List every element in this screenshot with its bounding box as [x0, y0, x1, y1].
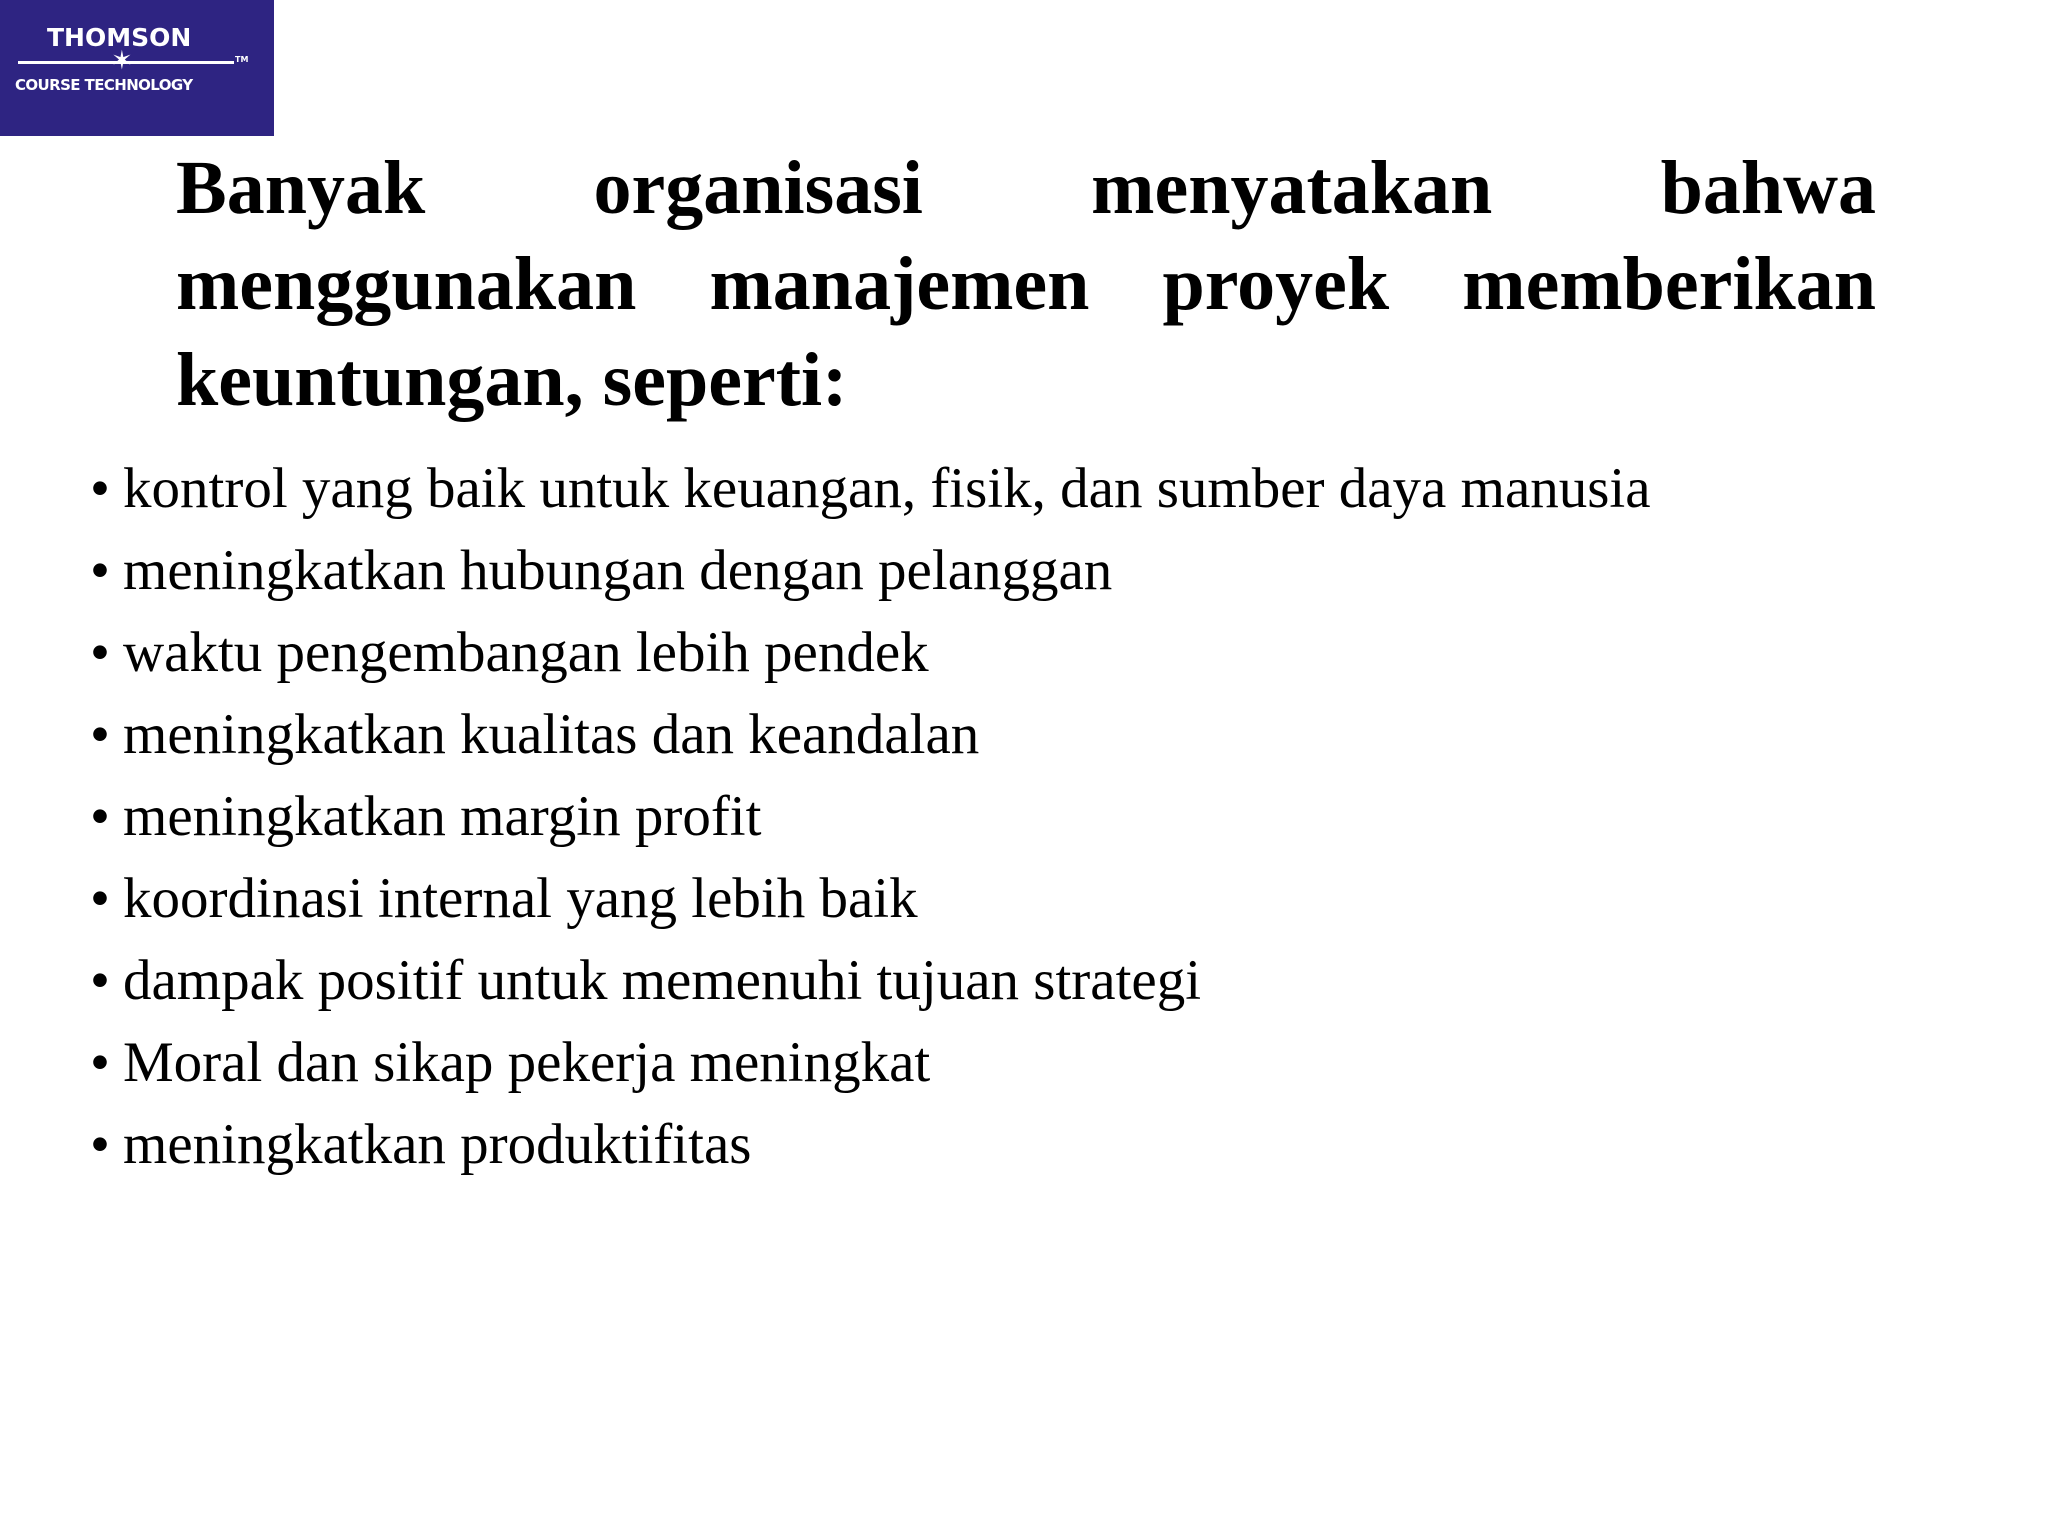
list-item-text: meningkatkan kualitas dan keandalan: [123, 703, 980, 766]
list-item: [90, 1022, 1990, 1104]
bullet-icon: •: [90, 949, 110, 1012]
list-item: [90, 530, 1990, 612]
logo-bottom-text: COURSE TECHNOLOGY: [15, 76, 193, 94]
list-item: [90, 776, 1990, 858]
list-item-text: waktu pengembangan lebih pendek: [123, 621, 929, 684]
list-item-text: dampak positif untuk memenuhi tujuan strategi: [123, 949, 1202, 1012]
list-item: [90, 694, 1990, 776]
slide-title: Banyak organisasi menyatakan bahwa menggunakan manajemen proyek memberikan keuntungan, seperti:: [176, 146, 1876, 422]
bullet-icon: •: [90, 621, 110, 684]
logo-top-text: THOMSON: [47, 23, 192, 52]
list-item: [90, 940, 1990, 1022]
thomson-logo: [0, 0, 274, 136]
list-item-text: meningkatkan margin profit: [123, 785, 762, 848]
bullet-icon: •: [90, 785, 110, 848]
bullet-icon: •: [90, 457, 110, 520]
list-item-text: Moral dan sikap pekerja meningkat: [123, 1031, 931, 1094]
list-item-text: meningkatkan hubungan dengan pelanggan: [123, 539, 1113, 602]
list-item: [90, 858, 1990, 940]
logo-trademark: TM: [235, 55, 249, 64]
list-item-text: kontrol yang baik untuk keuangan, fisik, dan sumber daya manusia: [123, 457, 1651, 520]
bullet-icon: •: [90, 539, 110, 602]
list-item: [90, 1104, 1990, 1186]
bullet-icon: •: [90, 867, 110, 930]
bullet-list: [90, 448, 1990, 1186]
bullet-icon: •: [90, 703, 110, 766]
bullet-icon: •: [90, 1031, 110, 1094]
list-item: [90, 448, 1990, 530]
bullet-icon: •: [90, 1113, 110, 1176]
list-item-text: koordinasi internal yang lebih baik: [123, 867, 918, 930]
list-item-text: meningkatkan produktifitas: [123, 1113, 752, 1176]
list-item: [90, 612, 1990, 694]
star-icon: ✶: [111, 46, 133, 76]
